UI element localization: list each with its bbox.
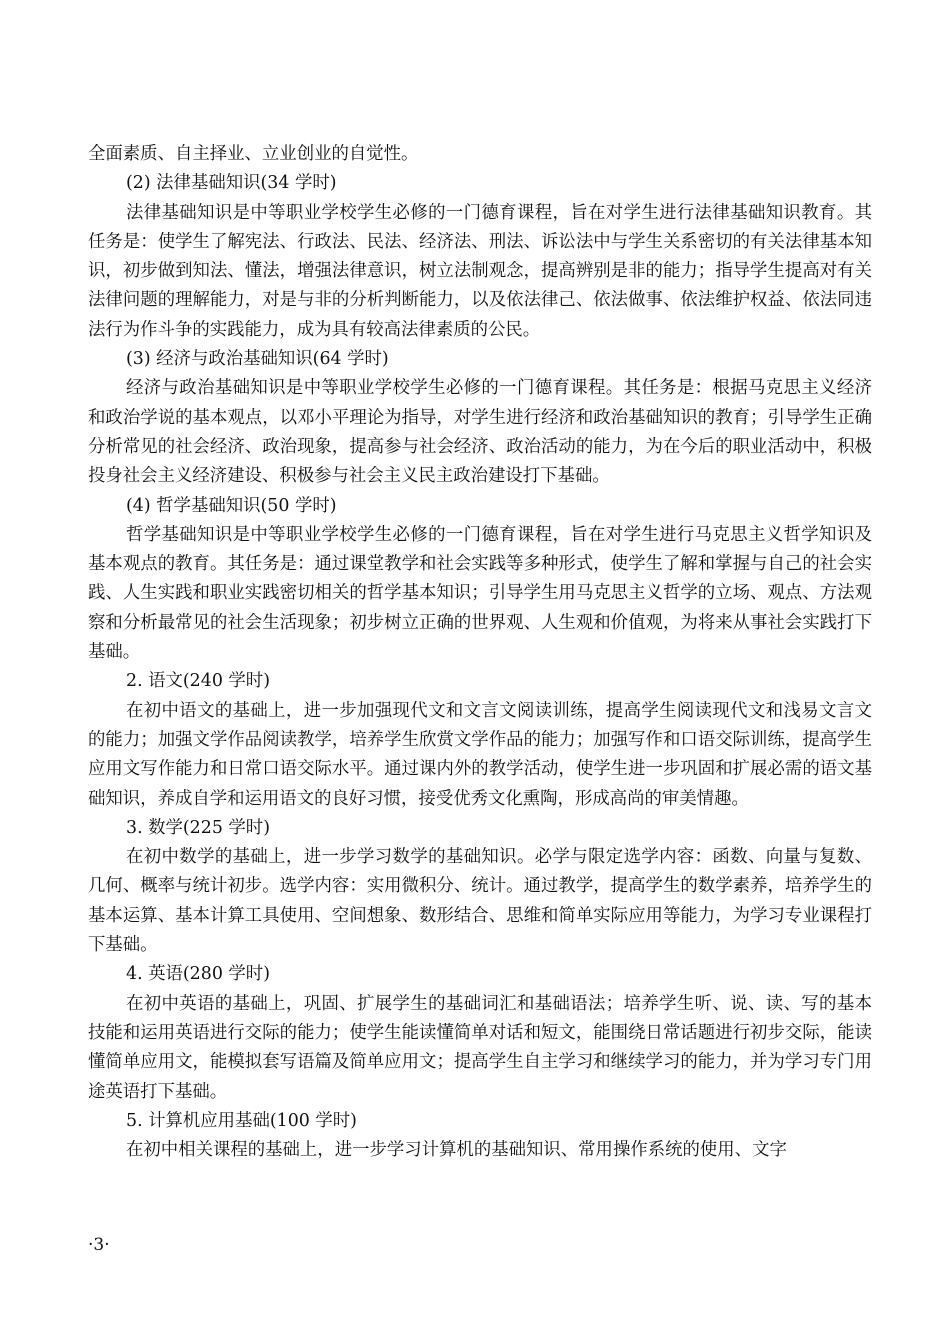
document-body [88,140,872,1165]
section-heading-math: 3. 数学(225 学时) [126,817,270,838]
paragraph-philosophy: 哲学基础知识是中等职业学校学生必修的一门德育课程，旨在对学生进行马克思主义哲学知识及基本观点的教育。其任务是：通过课堂教学和社会实践等多种形式，使学生了解和掌握与自己的社会实践、人生实践和职业实践密切相关的哲学基本知识；引导学生用马克思主义哲学的立场、观点、方法观察和分析最常见的社会生活现象；初步树立正确的世界观、人生观和价值观，为将来从事社会实践打下基础。 [88,524,872,663]
section-heading-english: 4. 英语(280 学时) [126,964,270,985]
paragraph-law: 法律基础知识是中等职业学校学生必修的一门德育课程，旨在对学生进行法律基础知识教育。其任务是：使学生了解宪法、行政法、民法、经济法、刑法、诉讼法中与学生关系密切的有关法律基本知识，初步做到知法、懂法，增强法律意识，树立法制观念，提高辨别是非的能力；指导学生提高对有关法律问题的理解能力，对是与非的分析判断能力，以及依法律己、依法做事、依法维护权益、依法同违法行为作斗争的实践能力，成为具有较高法律素质的公民。 [88,202,872,340]
paragraph-economics-politics: 经济与政治基础知识是中等职业学校学生必修的一门德育课程。其任务是：根据马克思主义经济和政治学说的基本观点，以邓小平理论为指导，对学生进行经济和政治基础知识的教育；引导学生正确分析常见的社会经济、政治现象，提高参与社会经济、政治活动的能力，为在今后的职业活动中，积极投身社会主义经济建设、积极参与社会主义民主政治建设打下基础。 [88,378,872,487]
section-heading-computer: 5. 计算机应用基础(100 学时) [126,1110,357,1131]
paragraph-continuation: 全面素质、自主择业、立业创业的自觉性。 [88,144,419,164]
paragraph-chinese: 在初中语文的基础上，进一步加强现代文和文言文阅读训练，提高学生阅读现代文和浅易文言文的能力；加强文学作品阅读教学，培养学生欣赏文学作品的能力；加强写作和口语交际训练，提高学生应用文写作能力和日常口语交际水平。通过课内外的教学活动，使学生进一步巩固和扩展必需的语文基础知识，养成自学和运用语文的良好习惯，接受优秀文化熏陶，形成高尚的审美情趣。 [88,700,872,809]
section-heading-chinese: 2. 语文(240 学时) [126,671,270,692]
paragraph-computer: 在初中相关课程的基础上，进一步学习计算机的基础知识、常用操作系统的使用、文字 [126,1140,787,1161]
page-number: ·3· [88,1235,110,1255]
section-heading-philosophy: (4) 哲学基础知识(50 学时) [126,495,337,516]
section-heading-law: (2) 法律基础知识(34 学时) [126,173,337,194]
paragraph-english: 在初中英语的基础上，巩固、扩展学生的基础词汇和基础语法；培养学生听、说、读、写的基本技能和运用英语进行交际的能力；使学生能读懂简单对话和短文，能围绕日常话题进行初步交际，能读懂简单应用文，能模拟套写语篇及简单应用文；提高学生自主学习和继续学习的能力，并为学习专门用途英语打下基础。 [88,993,872,1102]
paragraph-math: 在初中数学的基础上，进一步学习数学的基础知识。必学与限定选学内容：函数、向量与复数、几何、概率与统计初步。选学内容：实用微积分、统计。通过教学，提高学生的数学素养，培养学生的基本运算、基本计算工具使用、空间想象、数形结合、思维和简单实际应用等能力，为学习专业课程打下基础。 [88,847,872,956]
section-heading-economics-politics: (3) 经济与政治基础知识(64 学时) [126,349,389,370]
